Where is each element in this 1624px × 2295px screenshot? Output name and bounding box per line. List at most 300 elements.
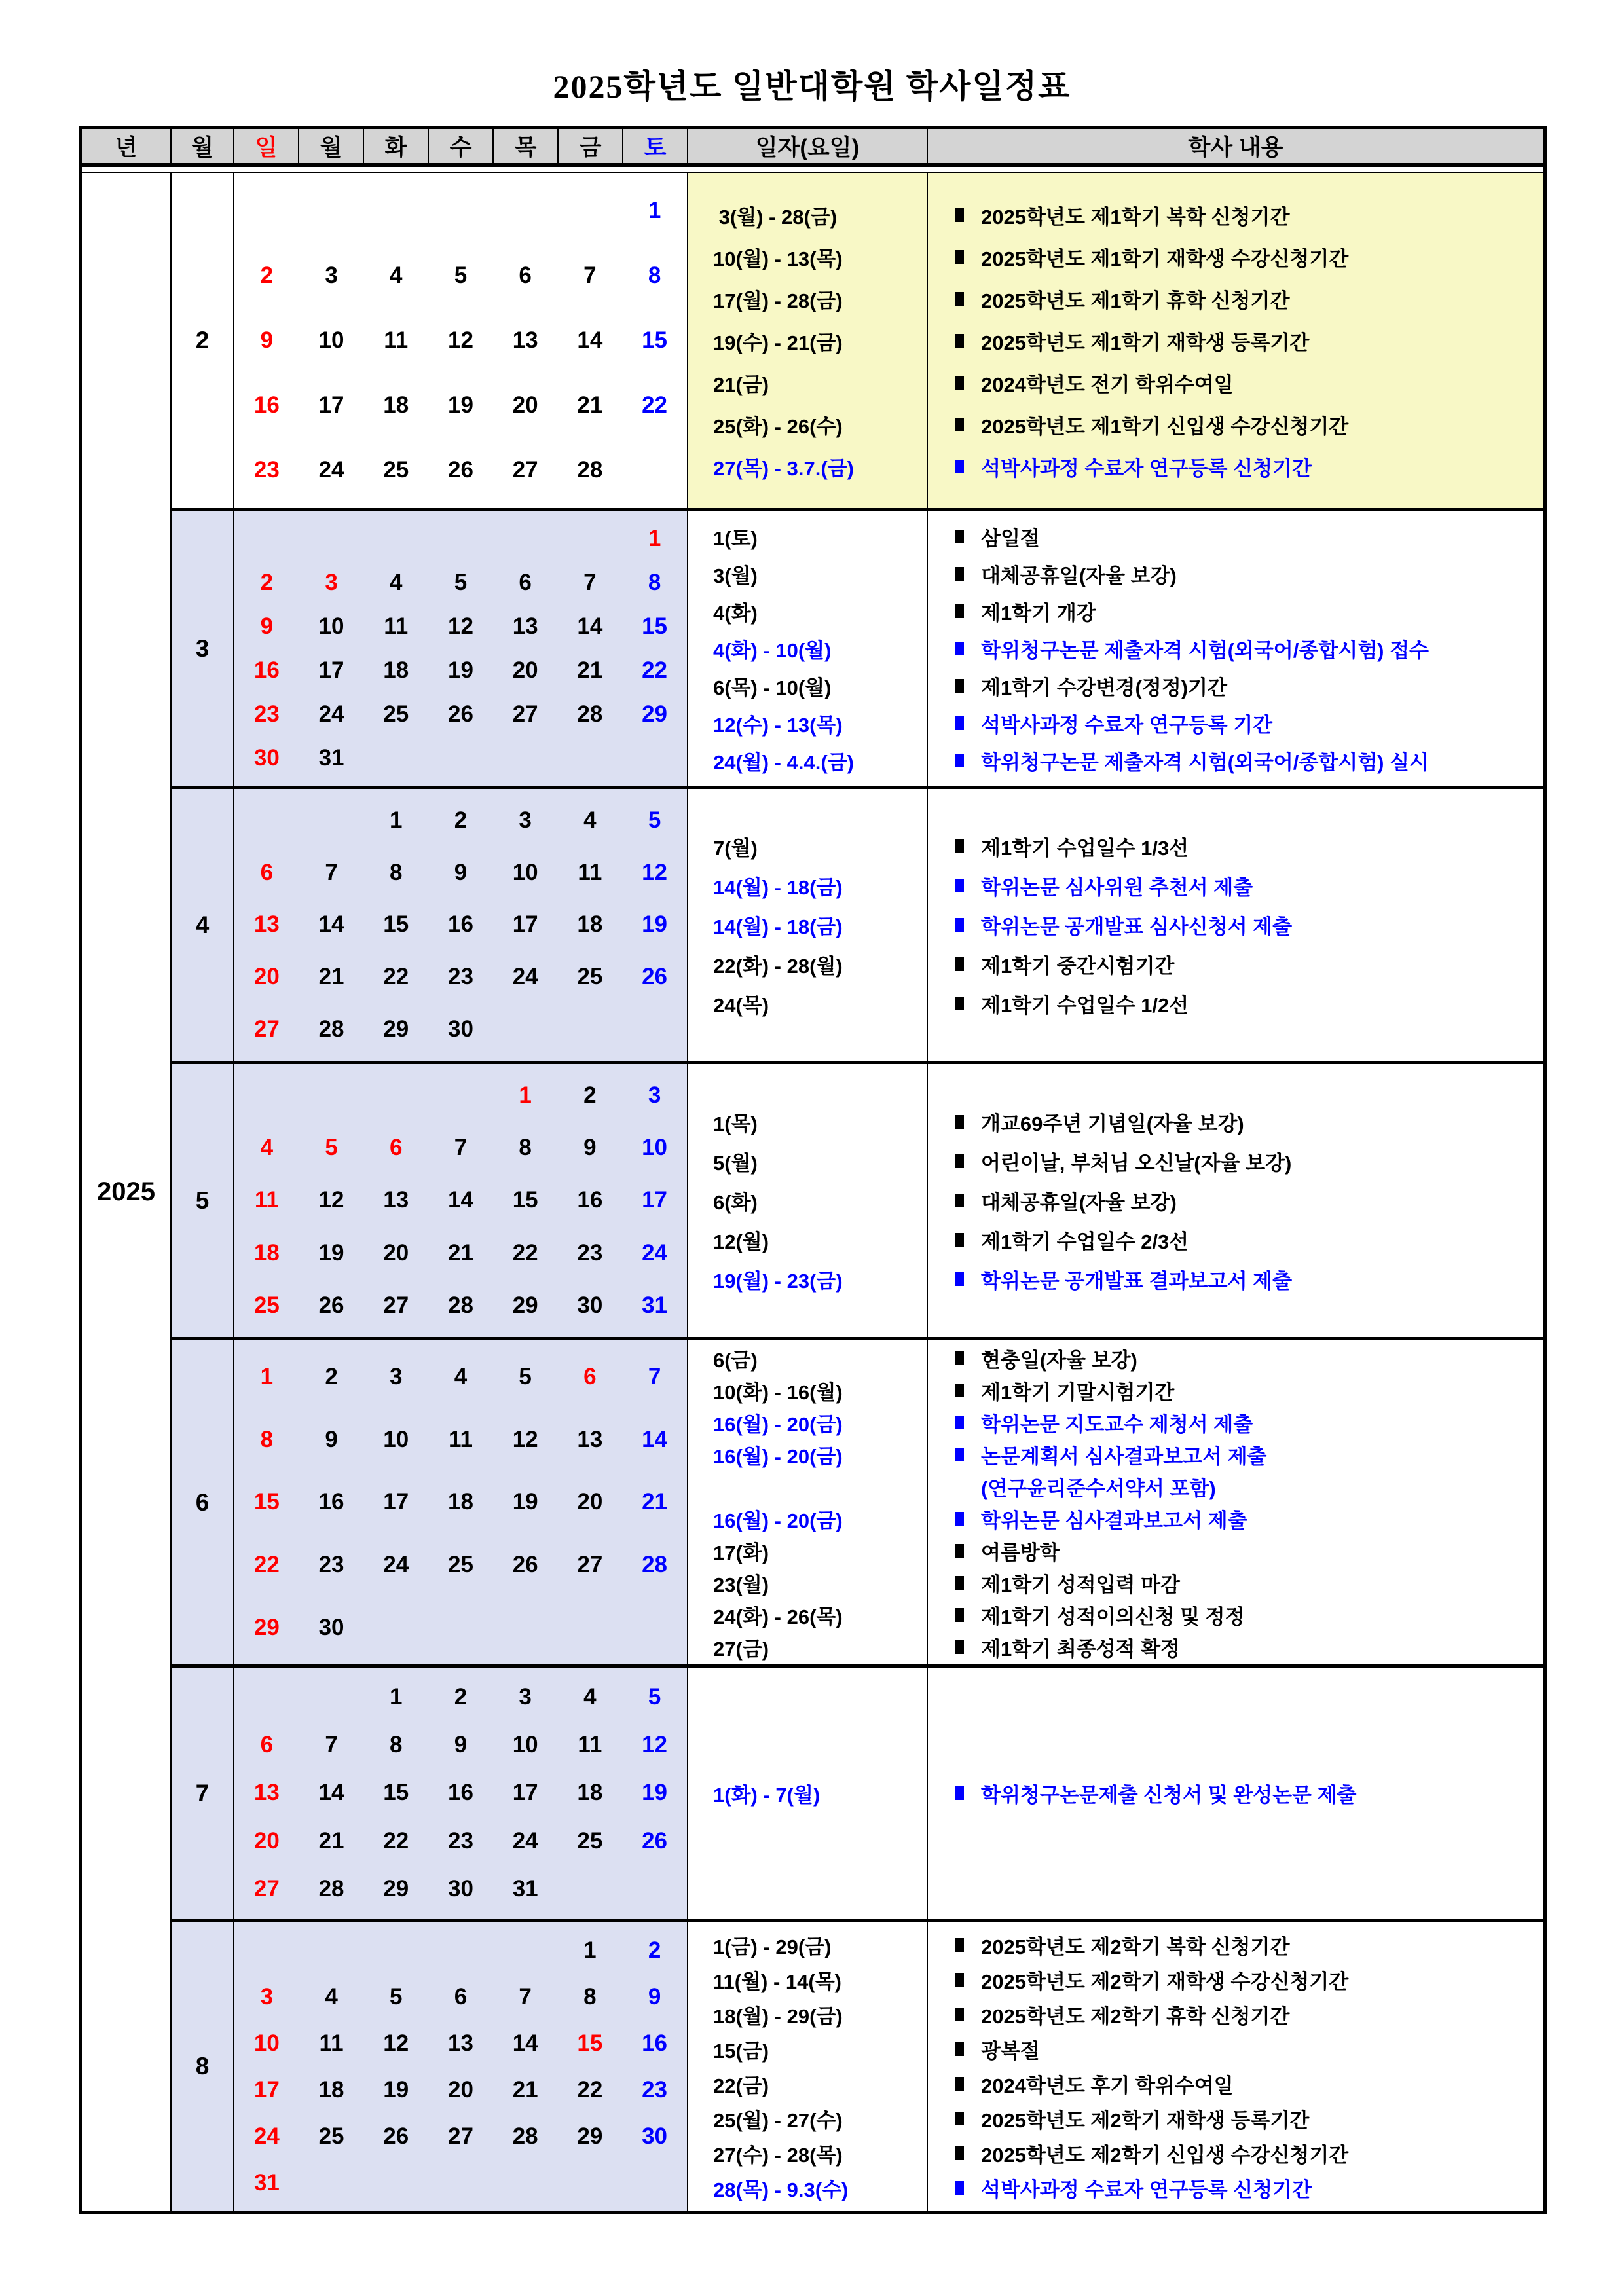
calendar-day: 6 [260, 1732, 274, 1758]
schedule-item [928, 1103, 1543, 1142]
calendar-day: 16 [318, 1489, 344, 1515]
calendar-day: 14 [642, 1426, 668, 1452]
weekday-header-wed: 수 [429, 129, 494, 163]
table-header [82, 129, 1543, 167]
calendar-day: 22 [577, 2076, 603, 2102]
calendar-day: 30 [447, 1016, 473, 1042]
calendar-day [234, 1937, 299, 1964]
calendar-day: 20 [253, 1827, 280, 1854]
calendar-day: 5 [648, 807, 661, 833]
calendar-day: 24 [253, 2123, 280, 2149]
bullet-icon [955, 1154, 964, 1168]
calendar-week [234, 657, 687, 684]
schedule-item [928, 2032, 1543, 2066]
schedule-contents-column [928, 1340, 1543, 1664]
bullet-icon [955, 839, 964, 853]
schedule-item [928, 1406, 1543, 1439]
schedule-date: 24(월) - 4.4.(금) [713, 751, 854, 774]
month-calendar [234, 1922, 688, 2211]
schedule-item [928, 518, 1543, 555]
bullet-icon [955, 1384, 964, 1397]
calendar-week [234, 1082, 687, 1109]
schedule-item [928, 827, 1543, 866]
calendar-day: 5 [325, 1135, 338, 1161]
calendar-day: 21 [447, 1239, 473, 1266]
calendar-day: 24 [512, 1827, 538, 1854]
bullet-icon [955, 460, 964, 473]
calendar-day: 14 [318, 1780, 344, 1806]
schedule-item [928, 320, 1543, 361]
calendar-week [234, 1016, 687, 1042]
calendar-week [234, 526, 687, 552]
calendar-day: 15 [383, 911, 409, 938]
header-content-label: 학사 내용 [1188, 135, 1283, 160]
calendar-week [234, 860, 687, 886]
calendar-week [234, 1732, 687, 1758]
calendar-day [558, 1876, 623, 1902]
schedule-date: 16(월) - 20(금) [713, 1444, 843, 1468]
calendar-day: 25 [253, 1292, 280, 1318]
calendar-day: 30 [642, 2123, 668, 2149]
calendar-day: 26 [318, 1292, 344, 1318]
bullet-icon [955, 334, 964, 348]
calendar-day: 25 [318, 2123, 344, 2149]
schedule-text: 제1학기 중간시험기간 [981, 955, 1175, 978]
month-calendar [234, 1340, 688, 1664]
calendar-day: 16 [447, 911, 473, 938]
calendar-day: 22 [383, 964, 409, 990]
calendar-day: 26 [383, 2123, 409, 2149]
schedule-text: 학위청구논문 제출자격 시험(외국어/종합시험) 접수 [981, 639, 1429, 662]
calendar-day: 22 [383, 1827, 409, 1854]
calendar-day: 5 [648, 1683, 661, 1710]
schedule-date: 24(화) - 26(목) [713, 1605, 843, 1628]
schedule-date: 22(금) [713, 2074, 769, 2097]
schedule-item [928, 630, 1543, 667]
calendar-day: 18 [383, 657, 409, 684]
schedule-date: 10(월) - 13(목) [713, 247, 843, 270]
calendar-day [363, 1082, 428, 1109]
calendar-day: 14 [577, 327, 603, 353]
calendar-day: 22 [253, 1552, 280, 1578]
schedule-item [928, 1774, 1543, 1813]
schedule-date: 6(화) [713, 1191, 758, 1214]
schedule-item [928, 361, 1543, 403]
schedule-date: 1(화) - 7(월) [713, 1784, 821, 1807]
schedule-date: 17(월) - 28(금) [713, 289, 843, 312]
calendar-day: 11 [448, 1426, 473, 1452]
calendar-day: 13 [512, 327, 538, 353]
calendar-week [234, 1876, 687, 1902]
calendar-day [363, 526, 428, 552]
year-label: 2025 [97, 1177, 155, 1206]
schedule-contents-column [928, 1668, 1543, 1919]
calendar-day: 12 [447, 613, 473, 639]
calendar-day [622, 2170, 687, 2196]
bullet-icon [955, 918, 964, 932]
bullet-icon [955, 1233, 964, 1247]
calendar-day [493, 1615, 558, 1641]
calendar-day: 10 [253, 2030, 280, 2056]
schedule-date: 15(금) [713, 2040, 769, 2063]
month-row [172, 786, 1543, 1061]
calendar-day: 28 [318, 1016, 344, 1042]
calendar-day: 5 [390, 1983, 403, 2010]
calendar-day: 19 [383, 2076, 409, 2102]
calendar-week [234, 1187, 687, 1213]
calendar-day: 16 [253, 392, 280, 418]
calendar-day: 20 [447, 2076, 473, 2102]
calendar-day [428, 745, 493, 771]
calendar-day: 21 [577, 392, 603, 418]
calendar-week [234, 1984, 687, 2010]
calendar-day: 20 [253, 964, 280, 990]
schedule-item [928, 1631, 1543, 1663]
calendar-day [428, 1615, 493, 1641]
schedule-item [928, 742, 1543, 779]
calendar-day: 2 [583, 1082, 597, 1109]
bullet-icon [955, 2008, 964, 2021]
calendar-week [234, 1684, 687, 1710]
calendar-day [493, 1016, 558, 1042]
calendar-day [622, 1615, 687, 1641]
month-row [172, 1061, 1543, 1337]
calendar-day: 24 [383, 1552, 409, 1578]
calendar-week [234, 2077, 687, 2103]
bullet-icon [955, 1576, 964, 1590]
month-calendar [234, 1064, 688, 1337]
calendar-day: 8 [519, 1135, 532, 1161]
schedule-date: 28(목) - 9.3(수) [713, 2178, 849, 2201]
month-rows [172, 173, 1543, 2211]
calendar-week [234, 701, 687, 727]
calendar-day: 8 [390, 859, 403, 885]
schedule-text: 대체공휴일(자율 보강) [981, 1191, 1177, 1214]
schedule-date [688, 1471, 927, 1503]
schedule-contents-column [928, 1922, 1543, 2211]
schedule-date: 1(토) [713, 527, 758, 550]
calendar-day: 8 [260, 1426, 274, 1452]
schedule-item [928, 1928, 1543, 1962]
calendar-day: 3 [325, 262, 338, 288]
schedule-item [928, 1260, 1543, 1299]
calendar-day: 13 [577, 1426, 603, 1452]
calendar-day: 26 [642, 964, 668, 990]
calendar-day: 12 [642, 859, 668, 885]
calendar-week [234, 1937, 687, 1964]
calendar-day: 27 [447, 2123, 473, 2149]
calendar-day: 23 [642, 2076, 668, 2102]
calendar-day: 22 [512, 1239, 538, 1266]
calendar-week [234, 911, 687, 938]
calendar-week [234, 807, 687, 834]
calendar-day: 5 [519, 1363, 532, 1389]
calendar-day [622, 745, 687, 771]
schedule-dates-column [688, 789, 928, 1061]
month-calendar [234, 789, 688, 1061]
calendar-day: 31 [642, 1292, 668, 1318]
month-number-cell [172, 1064, 234, 1337]
schedule-text: 학위논문 심사결과보고서 제출 [981, 1509, 1247, 1532]
calendar-day: 4 [260, 1135, 274, 1161]
calendar-day: 12 [447, 327, 473, 353]
calendar-day: 25 [447, 1552, 473, 1578]
calendar-day: 25 [577, 964, 603, 990]
header-divider [82, 167, 1543, 173]
calendar-day: 6 [519, 569, 532, 595]
calendar-day: 14 [447, 1187, 473, 1213]
schedule-dates-column [688, 173, 928, 508]
bullet-icon [955, 1973, 964, 1987]
schedule-text: 2025학년도 제1학기 복학 신청기간 [981, 205, 1290, 229]
schedule-table [79, 126, 1547, 2214]
schedule-dates-column [688, 1340, 928, 1664]
schedule-item [928, 2101, 1543, 2136]
month-calendar [234, 173, 688, 508]
calendar-day: 9 [454, 859, 468, 885]
schedule-contents-column [928, 511, 1543, 786]
calendar-day: 2 [454, 807, 468, 833]
calendar-day: 19 [512, 1489, 538, 1515]
bullet-icon [955, 679, 964, 693]
calendar-day: 6 [260, 859, 274, 885]
schedule-item [928, 945, 1543, 984]
calendar-day: 12 [512, 1426, 538, 1452]
schedule-date: 12(월) [713, 1230, 769, 1253]
schedule-text: 2025학년도 제1학기 재학생 등록기간 [981, 331, 1310, 354]
schedule-dates-column [688, 511, 928, 786]
calendar-day: 25 [383, 701, 409, 727]
bullet-icon [955, 1272, 964, 1286]
calendar-day: 15 [383, 1780, 409, 1806]
calendar-day: 1 [519, 1082, 532, 1109]
schedule-text: 2025학년도 제1학기 재학생 수강신청기간 [981, 247, 1349, 270]
calendar-day: 8 [390, 1732, 403, 1758]
calendar-day: 26 [512, 1552, 538, 1578]
schedule-item [928, 1567, 1543, 1599]
month-number-cell [172, 1340, 234, 1664]
calendar-week [234, 745, 687, 771]
calendar-day [622, 1016, 687, 1042]
schedule-item [928, 1962, 1543, 1997]
schedule-item [928, 2171, 1543, 2205]
bullet-icon [955, 754, 964, 767]
calendar-week [234, 1364, 687, 1390]
bullet-icon [955, 2146, 964, 2160]
month-row [172, 508, 1543, 786]
calendar-day: 28 [642, 1552, 668, 1578]
month-number-cell [172, 1668, 234, 1919]
schedule-item [928, 593, 1543, 630]
calendar-day: 11 [384, 327, 409, 353]
calendar-day: 13 [253, 1780, 280, 1806]
schedule-text: 제1학기 성적입력 마감 [981, 1573, 1180, 1596]
calendar-day: 23 [447, 964, 473, 990]
calendar-day: 27 [577, 1552, 603, 1578]
calendar-day: 27 [383, 1292, 409, 1318]
calendar-day: 4 [390, 262, 403, 288]
calendar-day: 2 [260, 262, 274, 288]
bullet-icon [955, 567, 964, 581]
calendar-day: 17 [383, 1489, 409, 1515]
calendar-day [622, 1876, 687, 1902]
bullet-icon [955, 2181, 964, 2195]
calendar-day: 21 [318, 964, 344, 990]
calendar-day: 26 [642, 1827, 668, 1854]
schedule-item [928, 194, 1543, 236]
calendar-day: 15 [642, 613, 668, 639]
schedule-item [928, 278, 1543, 320]
schedule-text: 제1학기 성적이의신청 및 정정 [981, 1605, 1245, 1628]
calendar-day [428, 2170, 493, 2196]
calendar-day: 18 [318, 2076, 344, 2102]
calendar-day: 21 [512, 2076, 538, 2102]
schedule-text: 2024학년도 전기 학위수여일 [981, 373, 1234, 396]
month-row [172, 1664, 1543, 1919]
calendar-day [299, 1082, 364, 1109]
schedule-item [928, 2066, 1543, 2101]
calendar-day: 18 [253, 1239, 280, 1266]
schedule-text: 2024학년도 후기 학위수여일 [981, 2074, 1234, 2097]
calendar-day [234, 1684, 299, 1710]
calendar-day: 12 [642, 1732, 668, 1758]
schedule-date: 5(월) [713, 1152, 758, 1175]
schedule-date: 22(화) - 28(월) [713, 955, 843, 978]
calendar-day [558, 526, 623, 552]
calendar-day: 15 [577, 2030, 603, 2056]
calendar-day: 21 [577, 657, 603, 684]
schedule-text: 석박사과정 수료자 연구등록 신청기간 [981, 456, 1312, 480]
calendar-day: 31 [253, 2169, 280, 2195]
schedule-date: 17(화) [713, 1541, 769, 1564]
calendar-week [234, 327, 687, 354]
year-column [82, 173, 172, 2211]
calendar-week [234, 457, 687, 483]
calendar-day: 13 [253, 911, 280, 938]
schedule-text: 제1학기 수강변경(정정)기간 [981, 676, 1227, 699]
calendar-week [234, 1828, 687, 1854]
schedule-contents-column [928, 173, 1543, 508]
calendar-day [558, 1016, 623, 1042]
calendar-day: 20 [577, 1489, 603, 1515]
calendar-day: 13 [383, 1187, 409, 1213]
calendar-day: 6 [390, 1135, 403, 1161]
calendar-day: 14 [512, 2030, 538, 2056]
schedule-date: 6(금) [713, 1348, 758, 1372]
schedule-text: 어린이날, 부처님 오신날(자율 보강) [981, 1152, 1292, 1175]
calendar-day: 30 [318, 1615, 344, 1641]
month-number: 6 [195, 1488, 210, 1516]
calendar-day: 26 [447, 457, 473, 483]
calendar-day: 1 [260, 1363, 274, 1389]
calendar-day: 18 [577, 1780, 603, 1806]
calendar-day: 10 [642, 1135, 668, 1161]
calendar-day [428, 1937, 493, 1964]
schedule-date: 6(목) - 10(월) [713, 676, 832, 699]
calendar-day: 8 [648, 569, 661, 595]
calendar-day: 3 [648, 1082, 661, 1109]
calendar-day: 15 [512, 1187, 538, 1213]
schedule-date: 19(월) - 23(금) [713, 1270, 843, 1293]
bullet-icon [955, 1512, 964, 1526]
table-body [82, 173, 1543, 2211]
bullet-icon [955, 1351, 964, 1365]
schedule-date: 27(금) [713, 1637, 769, 1661]
month-number-cell [172, 173, 234, 508]
calendar-day: 29 [383, 1876, 409, 1902]
calendar-day: 9 [583, 1135, 597, 1161]
calendar-day: 11 [319, 2030, 344, 2056]
month-number: 3 [195, 634, 210, 662]
calendar-day: 28 [512, 2123, 538, 2149]
bullet-icon [955, 250, 964, 264]
calendar-day: 11 [384, 613, 409, 639]
schedule-date: 12(수) - 13(목) [713, 714, 843, 737]
calendar-day: 16 [577, 1187, 603, 1213]
calendar-day: 26 [447, 701, 473, 727]
calendar-day: 27 [253, 1016, 280, 1042]
calendar-day: 10 [383, 1426, 409, 1452]
calendar-day [558, 745, 623, 771]
calendar-day [299, 198, 364, 224]
month-number: 8 [195, 2053, 210, 2080]
calendar-day: 24 [642, 1239, 668, 1266]
calendar-day: 4 [583, 1683, 597, 1710]
calendar-day [493, 198, 558, 224]
schedule-item [928, 1374, 1543, 1406]
schedule-text: 광복절 [981, 2040, 1040, 2063]
schedule-date: 19(수) - 21(금) [713, 331, 843, 354]
weekday-header-mon: 월 [299, 129, 364, 163]
schedule-item [928, 984, 1543, 1023]
schedule-text: 제1학기 개강 [981, 602, 1096, 625]
calendar-day [299, 1684, 364, 1710]
schedule-item [928, 1181, 1543, 1221]
calendar-day [299, 526, 364, 552]
calendar-day: 28 [577, 701, 603, 727]
schedule-item [928, 1439, 1543, 1471]
calendar-day [363, 1937, 428, 1964]
calendar-day: 2 [325, 1363, 338, 1389]
schedule-text: 여름방학 [981, 1541, 1060, 1564]
calendar-day: 12 [383, 2030, 409, 2056]
calendar-day: 3 [390, 1363, 403, 1389]
schedule-text: 제1학기 수업일수 2/3선 [981, 1230, 1189, 1253]
calendar-day [493, 745, 558, 771]
calendar-day: 14 [577, 613, 603, 639]
calendar-day: 24 [512, 964, 538, 990]
bullet-icon [955, 1115, 964, 1129]
calendar-day: 29 [253, 1615, 280, 1641]
calendar-day: 27 [512, 701, 538, 727]
calendar-week [234, 1615, 687, 1641]
schedule-date: 27(목) - 3.7.(금) [713, 456, 854, 480]
schedule-text: 제1학기 수업일수 1/2선 [981, 994, 1189, 1017]
schedule-text: 석박사과정 수료자 연구등록 신청기간 [981, 2178, 1312, 2201]
bullet-icon [955, 1938, 964, 1952]
calendar-day: 15 [253, 1489, 280, 1515]
weekday-header-thu: 목 [494, 129, 559, 163]
schedule-item [928, 1535, 1543, 1567]
calendar-day: 28 [318, 1876, 344, 1902]
schedule-date: 25(화) - 26(수) [713, 414, 843, 438]
calendar-day: 23 [447, 1827, 473, 1854]
calendar-day: 24 [318, 701, 344, 727]
schedule-dates-column [688, 1064, 928, 1337]
calendar-day: 1 [648, 525, 661, 551]
calendar-day: 7 [648, 1363, 661, 1389]
calendar-day: 8 [583, 1983, 597, 2010]
